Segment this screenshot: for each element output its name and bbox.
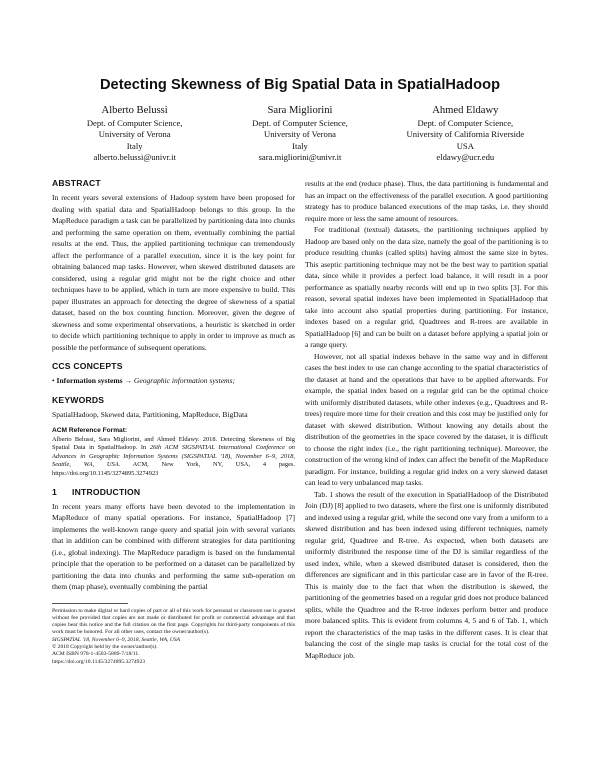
- section-title: INTRODUCTION: [72, 486, 141, 497]
- acm-reference-label: ACM Reference Format:: [52, 427, 128, 434]
- author-country: Italy: [292, 140, 308, 151]
- author-email: alberto.belussi@univr.it: [93, 152, 176, 163]
- paper-title: Detecting Skewness of Big Spatial Data in SpatialHadoop: [99, 77, 501, 93]
- ccs-bullet: •: [52, 376, 55, 385]
- footnote-rule: [52, 603, 128, 604]
- author-email: sara.migliorini@univr.it: [258, 152, 342, 163]
- introduction-text: In recent years many efforts have been devoted to the implementation in MapReduce of many spatial operations. For instance, SpatialHadoop [7] implements the well-known range query and spatial join with several variants that in addition can be combined with different strategies for data partitioning (i.e., global indexing). The MapReduce paradigm is based on the fundamental principle that the operation to be performed on a dataset can be parallelized by partitioning the data into chunks and performing the same sub-operation on them (map phase), eventually combining the partial: [52, 501, 295, 592]
- copyright-line: © 2018 Copyright held by the owner/author(s).: [52, 644, 158, 651]
- permission-notice: Permission to make digital or hard copies of part or all of this work for personal or classroom use is granted without fee provided that copies are not made or distributed for profit or commercial advantage and that copies bear this notice and the full citation on the first page. Copyrights for third-party components of this work must be honored. For all other uses, contact the owner/author(s).: [52, 607, 295, 636]
- author-university: University of Verona: [98, 129, 171, 140]
- author-3: [383, 104, 548, 164]
- author-2: [217, 104, 382, 164]
- body-paragraph-4: Tab. 1 shows the result of the execution in SpatialHadoop of the Distributed Join (DJ) [8] applied to two datasets, where the first one is uniformly distributed and indexed using a regular grid, while the second one vary from a uniform to a skewed distribution and has been indexed using different techniques, namely regular grid, Quadtree and R-tree. As expected, when both datasets are uniformly distributed the response time of the DJ is similar regardless of the used index, while, when a skewed distributed dataset is considered, then the differences are significant and in this particular case are in favor of the R-tree. This is mainly due to the fact that when the distribution is skewed, the partitioning of the geometries based on a regular grid does not produce balanced splits, while the Quadtree and the R-tree indexes perform better and produce more balanced splits. This is evident from columns 4, 5 and 6 of Tab. 1, which report the characteristics of the map tasks in the different cases. It is clear that balancing the cost of the single map tasks is crucial for the total cost of the MapReduce job.: [305, 489, 548, 660]
- author-name: Alberto Belussi: [101, 105, 168, 116]
- isbn-line: ACM ISBN 978-1-4503-5889-7/18/11.: [52, 651, 140, 658]
- acm-reference-text: Alberto Belussi, Sara Migliorini, and Ahmed Eldawy. 2018. Detecting Skewness of Big Spatial Data in SpatialHadoop. In: [52, 435, 295, 452]
- acm-reference-pages: ACM, New York, NY, USA, 4 pages. https://doi.org/10.1145/3274895.3274923: [52, 461, 295, 477]
- author-university: University of Verona: [264, 129, 336, 140]
- author-name: Sara Migliorini: [267, 105, 333, 116]
- ccs-concepts: [52, 375, 295, 387]
- doi-line: https://doi.org/10.1145/3274895.3274923: [52, 658, 146, 665]
- abstract-heading: ABSTRACT: [52, 178, 101, 188]
- section-number: 1: [52, 486, 57, 497]
- author-1: [52, 104, 217, 164]
- left-column: [52, 178, 295, 666]
- right-column: [305, 178, 548, 661]
- keywords-heading: KEYWORDS: [52, 394, 105, 405]
- acm-reference-venue: 26th ACM SIGSPATIAL International Conference on Advances in Geographic Information Systems (SIGSPATIAL '18), November 6–9, 2018, Seattle, WA, USA.: [52, 444, 295, 469]
- author-dept: Dept. of Computer Science,: [86, 118, 183, 128]
- ccs-concept: Information systems: [56, 376, 123, 385]
- body-paragraph-1: results at the end (reduce phase). Thus, the data partitioning is fundamental and has an impact on the effectiveness of the parallel execution. A good partitioning strategy has to produce balanced executions of the map tasks, i.e. they should require more or less the same amount of resources.: [305, 179, 548, 223]
- ccs-heading: CCS CONCEPTS: [52, 361, 123, 371]
- author-dept: Dept. of Computer Science,: [252, 118, 348, 128]
- abstract-text: In recent years several extensions of Hadoop system have been proposed for dealing with spatial data and SpatialHadoop belongs to this group. In the MapReduce paradigm a task can be parallelized by partitioning data into chunks and performing the same operation on them, eventually combining the partial results at the end. Thus, the applied partitioning technique can tremendously affect the performance of a parallel execution, since it is the key point for obtaining balanced map tasks. However, when skewed distributed datasets are considered, using a regular grid might not be the right choice and other techniques have to be applied, which in turn are more expensive to build. This paper illustrates an approach for detecting the degree of skewness of a spatial dataset, based on the box counting function. Moreover, given the degree of skewness and some experimental observations, a heuristic is sketched in order to decide which partitioning technique to apply in order to improve as much as possible the performance of subsequent operations.: [52, 193, 295, 352]
- author-university: University of California Riverside: [406, 129, 525, 140]
- ccs-arrow: →: [124, 376, 133, 385]
- footnote: [52, 608, 295, 666]
- introduction-heading: [52, 487, 295, 498]
- ccs-subconcept: Geographic information systems;: [133, 376, 235, 385]
- keywords-text: SpatialHadoop, Skewed data, Partitioning, MapReduce, BigData: [52, 409, 248, 419]
- body-paragraph-3: However, not all spatial indexes behave in the same way and in different cases the best index to use can change according to the spatial characteristics of the dataset at hand and the operations that have to be applied afterwards. For example, the spatial index based on a regular grid can be the optimal choice with uniformly distributed datasets, while other indexes (e.g., Quadtrees and R-trees) require more time for their creation and this cost may be justified only for dataset with skewed distribution. Without knowing any details about the distribution of the geometries in the space covered by the dataset, it is difficult to choose the right index (i.e., the right partitioning technique). Moreover, the construction of the wrong kind of index can affect the benefit of the MapReduce paradigm. For instance, building a regular grid index on a very skewed dataset can lead to very unbalanced map tasks.: [305, 351, 548, 487]
- author-dept: Dept. of Computer Science,: [417, 118, 514, 128]
- acm-reference: [52, 427, 295, 479]
- author-country: USA: [456, 140, 474, 151]
- body-paragraph-2: For traditional (textual) datasets, the partitioning techniques applied by Hadoop are based only on the data size, namely the goal of the partitioning is to produce resulting chunks (called splits) having almost the same size in bytes. This aseptic partitioning technique may not be the best way to partition spatial data, since while it provides a perfect load balance, it will result in a poor performance as spatially nearby records will end up in two splits [3]. For this reason, several spatial indexes have been implemented in SpatialHadoop that take into account also spatial properties during partitioning. For instance, indexes based on a regular grid, Quadtrees and R-trees are available in SpatialHadoop [6] and can be built on a dataset before applying a spatial join or a range query.: [305, 225, 548, 349]
- author-country: Italy: [126, 140, 143, 151]
- author-email: eldawy@ucr.edu: [436, 152, 495, 163]
- author-block: [52, 104, 548, 164]
- author-name: Ahmed Eldawy: [432, 105, 499, 116]
- conference-line: SIGSPATIAL '18, November 6–9, 2018, Seattle, WA, USA: [52, 636, 181, 643]
